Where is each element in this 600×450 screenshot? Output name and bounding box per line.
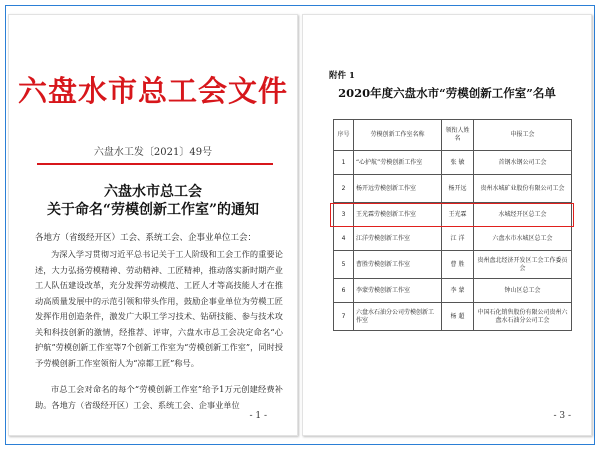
cell-leader: 杨 超 <box>442 303 474 331</box>
cell-union: 钟山区总工会 <box>474 279 572 303</box>
cell-leader: 李 蒙 <box>442 279 474 303</box>
page-number: - 3 - <box>553 411 571 421</box>
document-number: 六盘水工发〔2021〕49号 <box>93 147 213 158</box>
header-cell-leader: 领衔人姓名 <box>442 120 474 151</box>
header-divider <box>37 163 273 165</box>
notice-title-line2: 关于命名“劳模创新工作室”的通知 <box>46 202 260 218</box>
attachment-label: 附件 1 <box>329 71 355 81</box>
document-header: 六盘水市总工会文件 <box>17 74 288 108</box>
cell-leader: 王光霖 <box>442 203 474 227</box>
body-paragraph-1: 为深入学习贯彻习近平总书记关于工人阶级和工会工作的重要论述，大力弘扬劳模精神、劳动精神、工匠精神，推动落实新时期产业工人队伍建设改革，充分发挥劳动模范、工匠人才等高技能人才在推动高质量发展中的示范引领和带头作用，鼓励企事业单位为劳模工匠发挥作用创造条件，激发广大职工学习技术、钻研技能、参与技术攻关和科技创新的激情，经推荐、评审，六盘水市总工会决定命名“心护航”劳模创新工作室等7个创新工作室为“劳模创新工作室”，同时授予劳模创新工作室领衔人为“凉都工匠”称号。 <box>35 249 283 368</box>
cell-studio-name: 李蒙劳模创新工作室 <box>354 279 442 303</box>
cell-studio-name: 曹胜劳模创新工作室 <box>354 251 442 279</box>
header-cell-name: 劳模创新工作室名称 <box>354 120 442 151</box>
table-row-highlighted <box>334 203 572 227</box>
cell-index: 3 <box>334 203 354 227</box>
cell-studio-name: 杨开远劳模创新工作室 <box>354 175 442 203</box>
list-title: 2020年度六盘水市“劳模创新工作室”名单 <box>338 86 556 100</box>
cell-index: 6 <box>334 279 354 303</box>
cell-union: 中国石化销售股份有限公司贵州六盘水石油分公司工会 <box>474 303 572 331</box>
header-cell-union: 申报工会 <box>474 120 572 151</box>
cell-studio-name: 六盘水石油分公司劳模创新工作室 <box>354 303 442 331</box>
cell-index: 1 <box>334 151 354 175</box>
notice-title-line1: 六盘水市总工会 <box>104 184 202 200</box>
cell-union: 贵州盘北经济开发区工会工作委员会 <box>474 251 572 279</box>
cell-index: 7 <box>334 303 354 331</box>
cell-union: 六盘水市水城区总工会 <box>474 227 572 251</box>
cell-union: 首钢水钢公司工会 <box>474 151 572 175</box>
page-number: - 1 - <box>249 411 267 421</box>
notice-page <box>8 14 298 436</box>
cell-leader: 杨开远 <box>442 175 474 203</box>
cell-union: 贵州水城矿业股份有限公司工会 <box>474 175 572 203</box>
table-row <box>334 251 572 279</box>
table-row <box>334 279 572 303</box>
header-cell-index: 序号 <box>334 120 354 151</box>
cell-index: 5 <box>334 251 354 279</box>
table-row <box>334 151 572 175</box>
cell-leader: 曹 胜 <box>442 251 474 279</box>
salutation: 各地方（省级经开区）工会、系统工会、企事业单位工会： <box>35 233 257 243</box>
body-paragraph-2: 市总工会对命名的每个“劳模创新工作室”给予1万元创建经费补助。各地方（省级经开区）工会、系统工会、企事业单位 <box>35 384 283 410</box>
table-row <box>334 175 572 203</box>
cell-index: 4 <box>334 227 354 251</box>
cell-studio-name: “心护航”劳模创新工作室 <box>354 151 442 175</box>
table-header-row <box>334 120 572 151</box>
table-row <box>334 303 572 331</box>
table-row <box>334 227 572 251</box>
cell-studio-name: 王光霖劳模创新工作室 <box>354 203 442 227</box>
cell-studio-name: 江洋劳模创新工作室 <box>354 227 442 251</box>
cell-leader: 江 洋 <box>442 227 474 251</box>
cell-index: 2 <box>334 175 354 203</box>
attachment-page <box>302 14 592 436</box>
cell-union: 水城经开区总工会 <box>474 203 572 227</box>
studio-table <box>333 119 572 331</box>
cell-leader: 张 敏 <box>442 151 474 175</box>
